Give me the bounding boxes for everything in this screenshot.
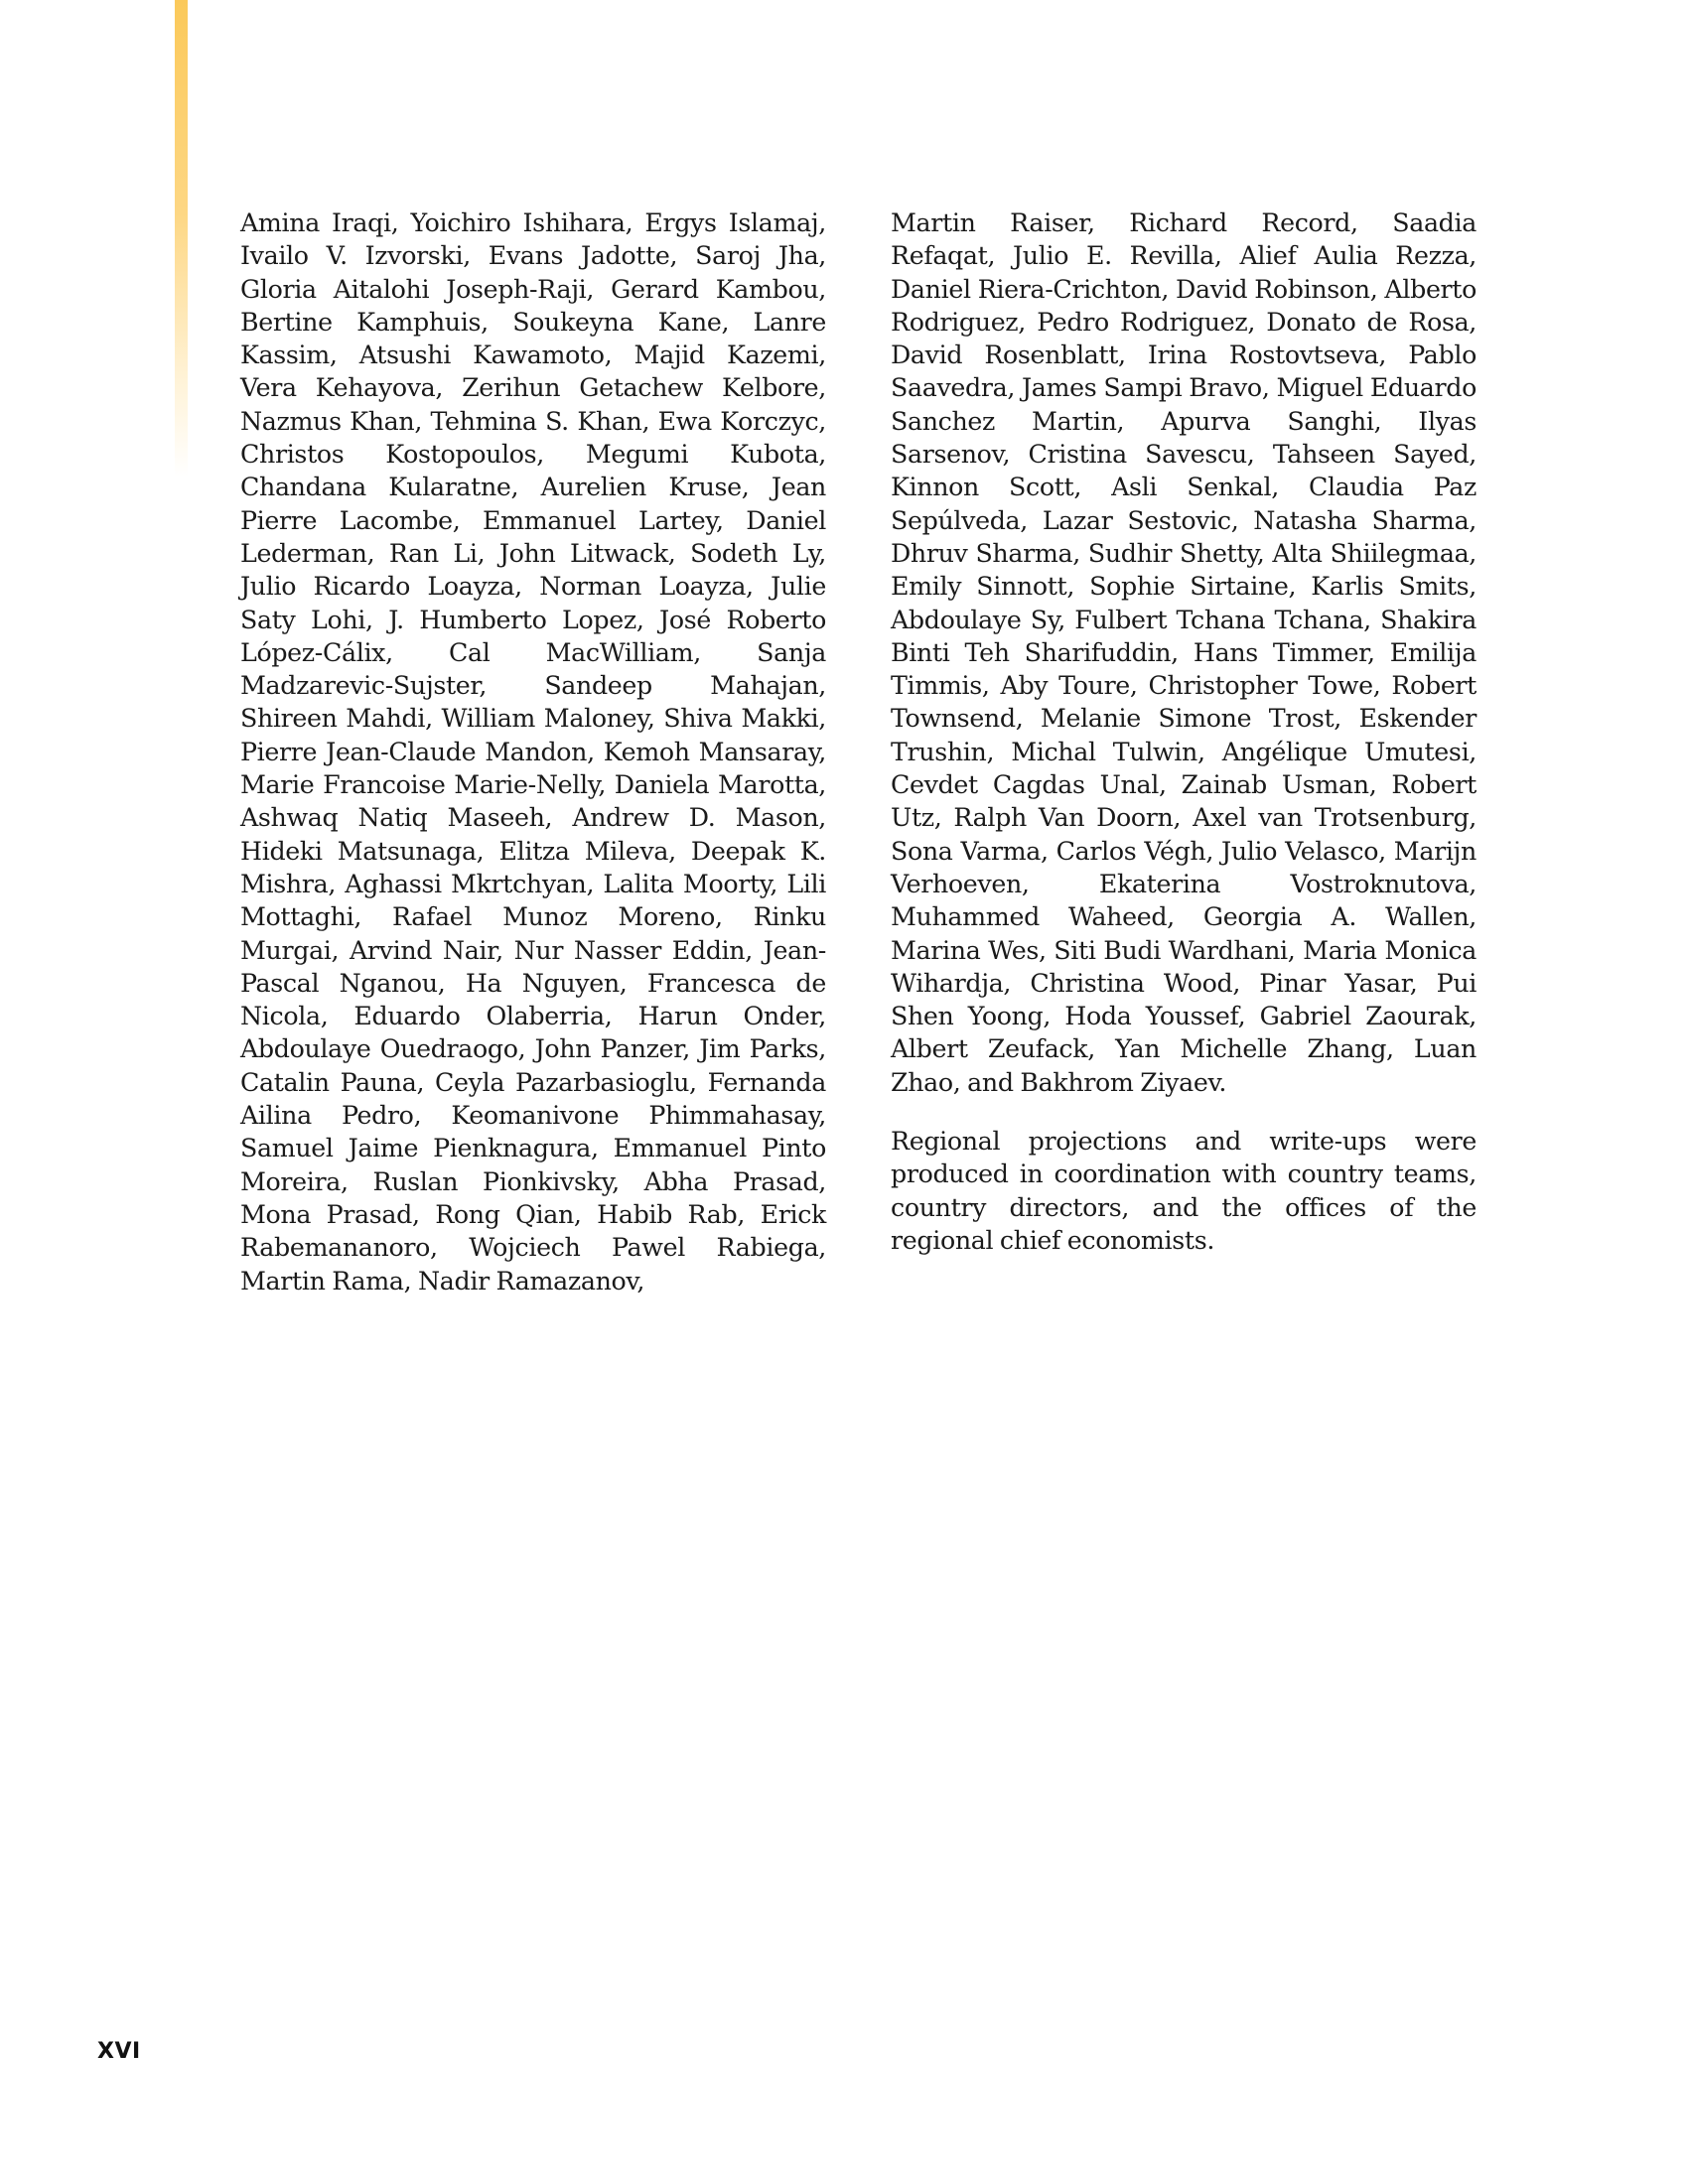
left-column bbox=[240, 206, 826, 1297]
right-column bbox=[891, 206, 1477, 1257]
regional-projections-paragraph: Regional projections and write-ups were produced in coordination with country teams, country directors, and the offices of the regional chief economists. bbox=[891, 1127, 1477, 1255]
contributors-paragraph-left: Amina Iraqi, Yoichiro Ishihara, Ergys Islamaj, Ivailo V. Izvorski, Evans Jadotte, Saroj Jha, Gloria Aitalohi Joseph-Raji, Gerard Kambou, Bertine Kamphuis, Soukeyna Kane, Lanre Kassim, Atsushi Kawamoto, Majid Kazemi, Vera Kehayova, Zerihun Getachew Kelbore, Nazmus Khan, Tehmina S. Khan, Ewa Korczyc, Christos Kostopoulos, Megumi Kubota, Chandana Kularatne, Aurelien Kruse, Jean Pierre Lacombe, Emmanuel Lartey, Daniel Lederman, Ran Li, John Litwack, Sodeth Ly, Julio Ricardo Loayza, Norman Loayza, Julie Saty Lohi, J. Humberto Lopez, José Roberto López-Cálix, Cal MacWilliam, Sanja Madzarevic-Sujster, Sandeep Mahajan, Shireen Mahdi, William Maloney, Shiva Makki, Pierre Jean-Claude Mandon, Kemoh Mansaray, Marie Francoise Marie-Nelly, Daniela Marotta, Ashwaq Natiq Maseeh, Andrew D. Mason, Hideki Matsunaga, Elitza Mileva, Deepak K. Mishra, Aghassi Mkrtchyan, Lalita Moorty, Lili Mottaghi, Rafael Munoz Moreno, Rinku Murgai, Arvind Nair, Nur Nasser Eddin, Jean-Pascal Nganou, Ha Nguyen, Francesca de Nicola, Eduardo Olaberria, Harun Onder, Abdoulaye Ouedraogo, John Panzer, Jim Parks, Catalin Pauna, Ceyla Pazarbasioglu, Fernanda Ailina Pedro, Keomanivone Phimmahasay, Samuel Jaime Pienknagura, Emmanuel Pinto Moreira, Ruslan Pionkivsky, Abha Prasad, Mona Prasad, Rong Qian, Habib Rab, Erick Rabemananoro, Wojciech Pawel Rabiega, Martin Rama, Nadir Ramazanov, bbox=[240, 208, 826, 1296]
page-number: XVI bbox=[97, 2039, 141, 2064]
accent-bar bbox=[175, 0, 188, 477]
contributors-paragraph-right: Martin Raiser, Richard Record, Saadia Refaqat, Julio E. Revilla, Alief Aulia Rezza, Daniel Riera-Crichton, David Robinson, Alberto Rodriguez, Pedro Rodriguez, Donato de Rosa, David Rosenblatt, Irina Rostovtseva, Pablo Saavedra, James Sampi Bravo, Miguel Eduardo Sanchez Martin, Apurva Sanghi, Ilyas Sarsenov, Cristina Savescu, Tahseen Sayed, Kinnon Scott, Asli Senkal, Claudia Paz Sepúlveda, Lazar Sestovic, Natasha Sharma, Dhruv Sharma, Sudhir Shetty, Alta Shiilegmaa, Emily Sinnott, Sophie Sirtaine, Karlis Smits, Abdoulaye Sy, Fulbert Tchana Tchana, Shakira Binti Teh Sharifuddin, Hans Timmer, Emilija Timmis, Aby Toure, Christopher Towe, Robert Townsend, Melanie Simone Trost, Eskender Trushin, Michal Tulwin, Angélique Umutesi, Cevdet Cagdas Unal, Zainab Usman, Robert Utz, Ralph Van Doorn, Axel van Trotsenburg, Sona Varma, Carlos Végh, Julio Velasco, Marijn Verhoeven, Ekaterina Vostroknutova, Muhammed Waheed, Georgia A. Wallen, Marina Wes, Siti Budi Wardhani, Maria Monica Wihardja, Christina Wood, Pinar Yasar, Pui Shen Yoong, Hoda Youssef, Gabriel Zaourak, Albert Zeufack, Yan Michelle Zhang, Luan Zhao, and Bakhrom Ziyaev. bbox=[891, 208, 1477, 1097]
